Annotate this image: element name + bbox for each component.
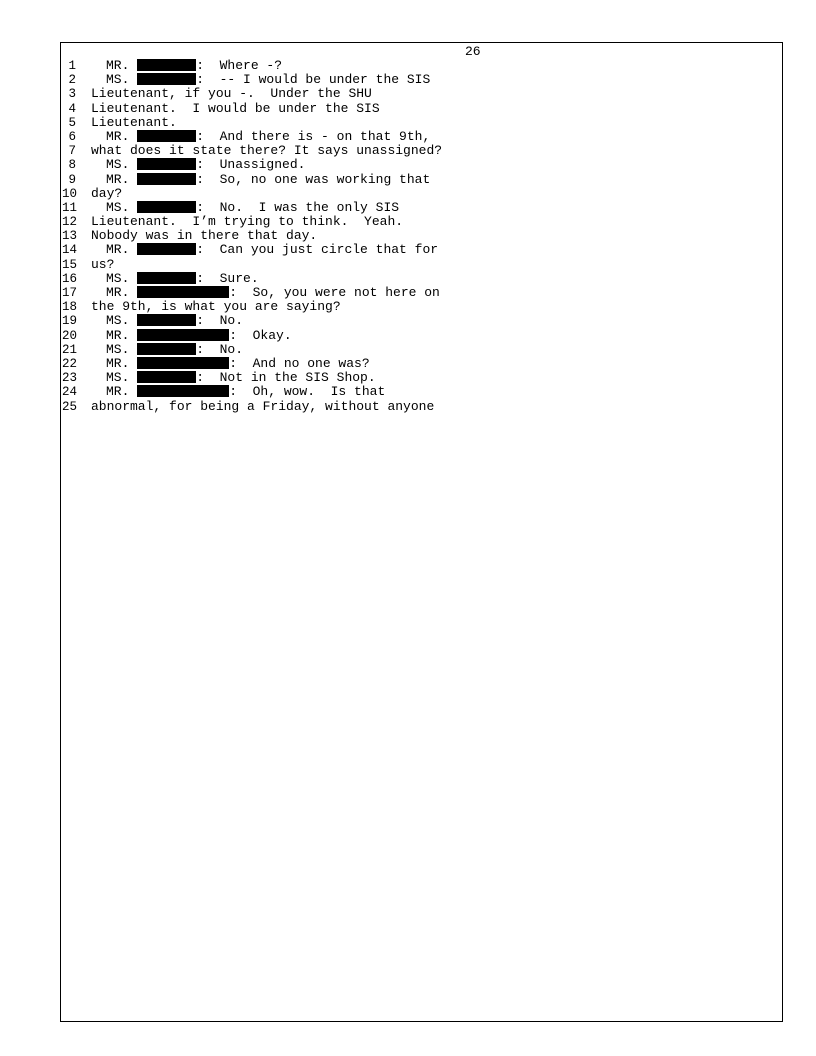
line-number: 13 [62,229,78,244]
line-text [91,258,114,272]
transcript-line [62,357,762,371]
transcript-line [62,201,762,215]
speech-text: Nobody was in there that day. [91,228,318,244]
line-number: 21 [62,342,78,357]
redaction-bar [137,73,196,85]
line-text [91,87,372,101]
line-text [106,243,438,257]
line-text [106,130,430,144]
transcript-line [62,187,762,201]
redaction-bar [137,59,196,71]
transcript-line [62,215,762,229]
speaker-title: MR. [106,355,138,371]
line-number: 2 [68,73,76,88]
line-number: 3 [68,87,76,102]
speech-text: : Unassigned. [196,157,306,173]
line-number: 15 [62,257,78,272]
transcript-line [62,144,762,158]
transcript-line [62,286,762,300]
redaction-bar [137,272,196,284]
redaction-bar [137,158,196,170]
transcript-line [62,73,762,87]
transcript-line [62,59,762,73]
line-number: 25 [62,399,78,414]
speaker-title: MS. [106,313,138,329]
line-number: 24 [62,385,78,400]
speech-text: : And no one was? [229,355,370,371]
line-number: 18 [62,300,78,315]
transcript-line [62,173,762,187]
line-text [106,371,376,385]
redaction-bar [137,314,196,326]
speech-text: Lieutenant, if you -. Under the SHU [91,86,372,102]
line-text [106,272,259,286]
speaker-title: MR. [106,171,138,187]
transcript-line [62,329,762,343]
speaker-title: MR. [106,384,138,400]
line-number: 6 [68,129,76,144]
transcript-line [62,314,762,328]
line-number: 1 [68,59,76,73]
speech-text: us? [91,256,115,272]
speech-text: : Not in the SIS Shop. [196,370,376,386]
speaker-title: MR. [106,327,138,343]
line-text [106,343,243,357]
line-number: 12 [62,215,78,230]
line-text [91,300,341,314]
page-number: 26 [465,44,481,59]
transcript-line [62,258,762,272]
transcript-line [62,102,762,116]
speaker-title: MR. [106,242,138,258]
speech-text: : Where -? [196,58,283,73]
speaker-title: MS. [106,157,138,173]
line-number: 16 [62,271,78,286]
speech-text: : No. [196,313,244,329]
transcript-line [62,130,762,144]
transcript-line [62,272,762,286]
speech-text: day? [91,185,123,201]
line-number: 10 [62,186,78,201]
redaction-bar [137,243,196,255]
speech-text: : So, no one was working that [196,171,431,187]
line-number: 11 [62,200,78,215]
transcript-body [62,59,762,414]
speech-text: : Can you just circle that for [196,242,439,258]
speech-text: Lieutenant. I’m trying to think. Yeah. [91,214,404,230]
speaker-title: MS. [106,72,138,88]
line-number: 7 [68,144,76,159]
transcript-line [62,158,762,172]
line-text [106,329,292,343]
transcript-line [62,371,762,385]
speech-text: abnormal, for being a Friday, without anyone [91,398,435,414]
line-text [106,385,385,399]
speech-text: : So, you were not here on [229,285,440,300]
redaction-bar [137,329,229,341]
speech-text: the 9th, is what you are saying? [91,299,341,315]
redaction-bar [137,286,229,298]
redaction-bar [137,371,196,383]
speaker-title: MS. [106,341,138,357]
line-number: 8 [68,158,76,173]
speech-text: Lieutenant. I would be under the SIS [91,100,380,116]
transcript-line [62,229,762,243]
speaker-title: MR. [106,58,138,73]
line-number: 19 [62,314,78,329]
speech-text: : No. [196,341,244,357]
speech-text: : Oh, wow. Is that [229,384,386,400]
redaction-bar [137,130,196,142]
line-text [106,286,440,300]
line-number: 20 [62,328,78,343]
speech-text: : No. I was the only SIS [196,199,400,215]
line-text [106,201,399,215]
redaction-bar [137,385,229,397]
speaker-title: MS. [106,199,138,215]
line-number: 22 [62,356,78,371]
line-number: 4 [68,101,76,116]
line-text [91,102,380,116]
line-text [91,229,317,243]
line-text [106,173,430,187]
transcript-line [62,385,762,399]
line-text [91,144,442,158]
line-number: 5 [68,115,76,130]
speech-text: : Sure. [196,270,259,286]
speech-text: : Okay. [229,327,292,343]
transcript-line [62,116,762,130]
line-number: 23 [62,371,78,386]
transcript-line [62,343,762,357]
redaction-bar [137,201,196,213]
line-text [106,59,282,73]
line-number: 14 [62,243,78,258]
speech-text: : -- I would be under the SIS [196,72,431,88]
line-text [91,400,434,414]
line-text [91,116,177,130]
transcript-line [62,400,762,414]
redaction-bar [137,357,229,369]
speaker-title: MR. [106,128,138,144]
speech-text: what does it state there? It says unassigned? [91,143,443,159]
speaker-title: MS. [106,270,138,286]
redaction-bar [137,173,196,185]
speaker-title: MS. [106,370,138,386]
transcript-line [62,300,762,314]
speech-text: Lieutenant. [91,114,177,130]
line-number: 9 [68,172,76,187]
line-number: 17 [62,286,78,300]
redaction-bar [137,343,196,355]
line-text [91,187,122,201]
transcript-line [62,243,762,257]
line-text [106,158,305,172]
speech-text: : And there is - on that 9th, [196,128,431,144]
line-text [91,215,403,229]
line-text [106,357,370,371]
line-text [106,73,430,87]
transcript-line [62,87,762,101]
speaker-title: MR. [106,285,138,300]
line-text [106,314,243,328]
